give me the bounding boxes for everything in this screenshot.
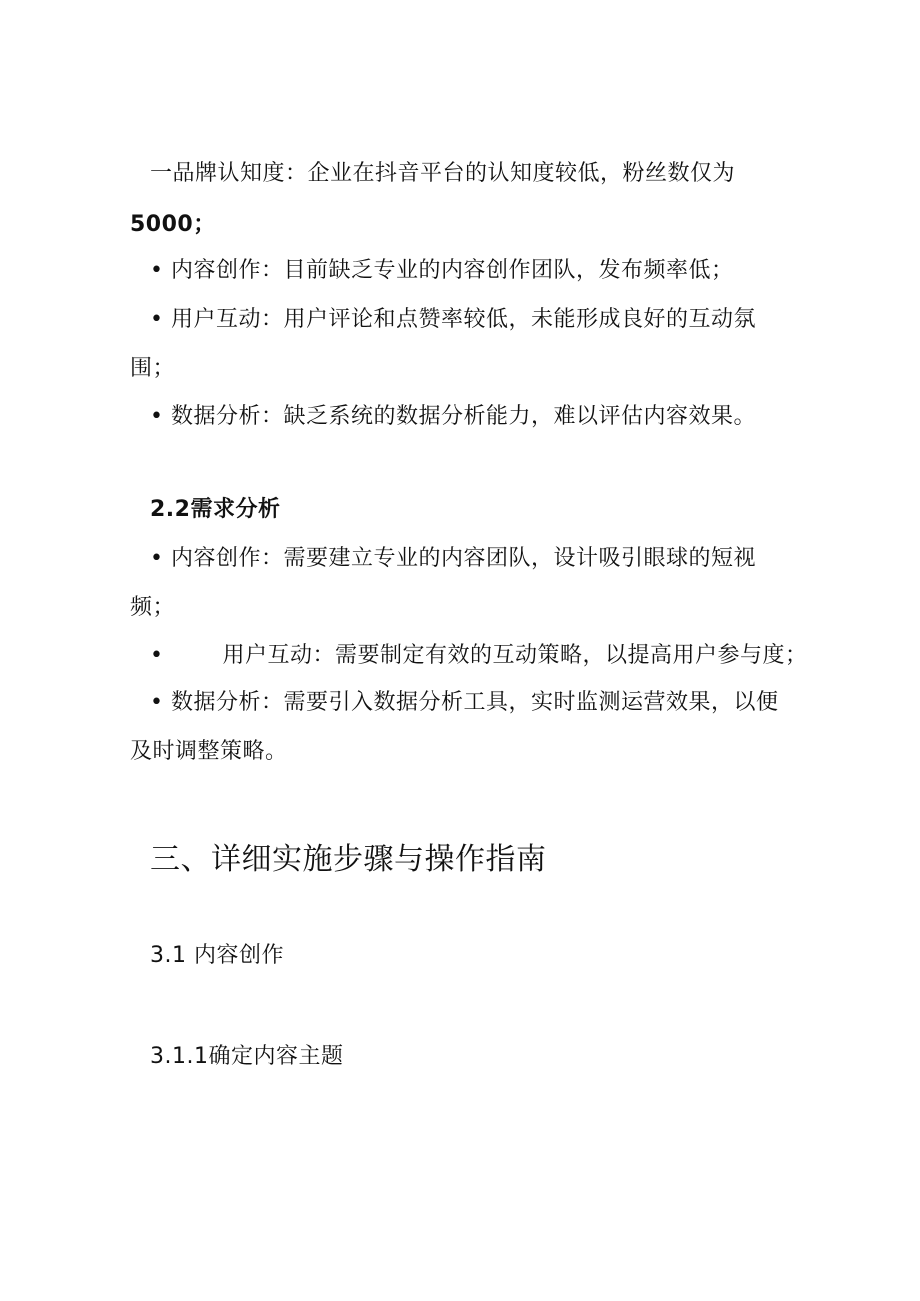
bullet-icon: • xyxy=(150,404,164,429)
section-heading-2-2: 2.2需求分析 xyxy=(150,497,281,522)
list-item-continuation: 及时调整策略。 xyxy=(130,739,288,764)
list-item-data-analysis xyxy=(150,689,779,717)
list-item-continuation: 频； xyxy=(130,595,176,620)
bullet-icon: • xyxy=(150,307,164,332)
list-item-text: 用户互动：用户评论和点赞率较低，未能形成良好的互动氛 xyxy=(170,307,756,332)
bullet-icon: • xyxy=(150,258,164,283)
list-item-text: 数据分析：缺乏系统的数据分析能力，难以评估内容效果。 xyxy=(170,404,756,429)
chapter-heading-3: 三、详细实施步骤与操作指南 xyxy=(150,842,547,877)
section-heading-3-1-1: 3.1.1确定内容主题 xyxy=(150,1044,344,1069)
section-heading-3-1: 3.1 内容创作 xyxy=(150,943,284,968)
list-item-user-interaction xyxy=(150,642,808,670)
list-item-text: 内容创作：目前缺乏专业的内容创作团队，发布频率低； xyxy=(170,258,734,283)
brand-awareness-line-2: 5000； xyxy=(130,212,216,237)
list-item-text: 数据分析：需要引入数据分析工具，实时监测运营效果，以便 xyxy=(170,690,779,715)
list-item-text: 内容创作：需要建立专业的内容团队，设计吸引眼球的短视 xyxy=(170,546,756,571)
bullet-icon: • xyxy=(150,690,164,715)
brand-awareness-line-1: 一品牌认知度：企业在抖音平台的认知度较低，粉丝数仅为 xyxy=(150,161,736,186)
bullet-icon: • xyxy=(150,643,164,668)
list-item-content-creation xyxy=(150,545,756,573)
list-item-data-analysis xyxy=(150,403,756,431)
list-item-user-interaction xyxy=(150,306,756,334)
list-item-text: 用户互动：需要制定有效的互动策略，以提高用户参与度； xyxy=(222,643,808,668)
list-item-content-creation xyxy=(150,257,734,285)
bullet-icon: • xyxy=(150,546,164,571)
list-item-continuation: 围； xyxy=(130,356,176,381)
